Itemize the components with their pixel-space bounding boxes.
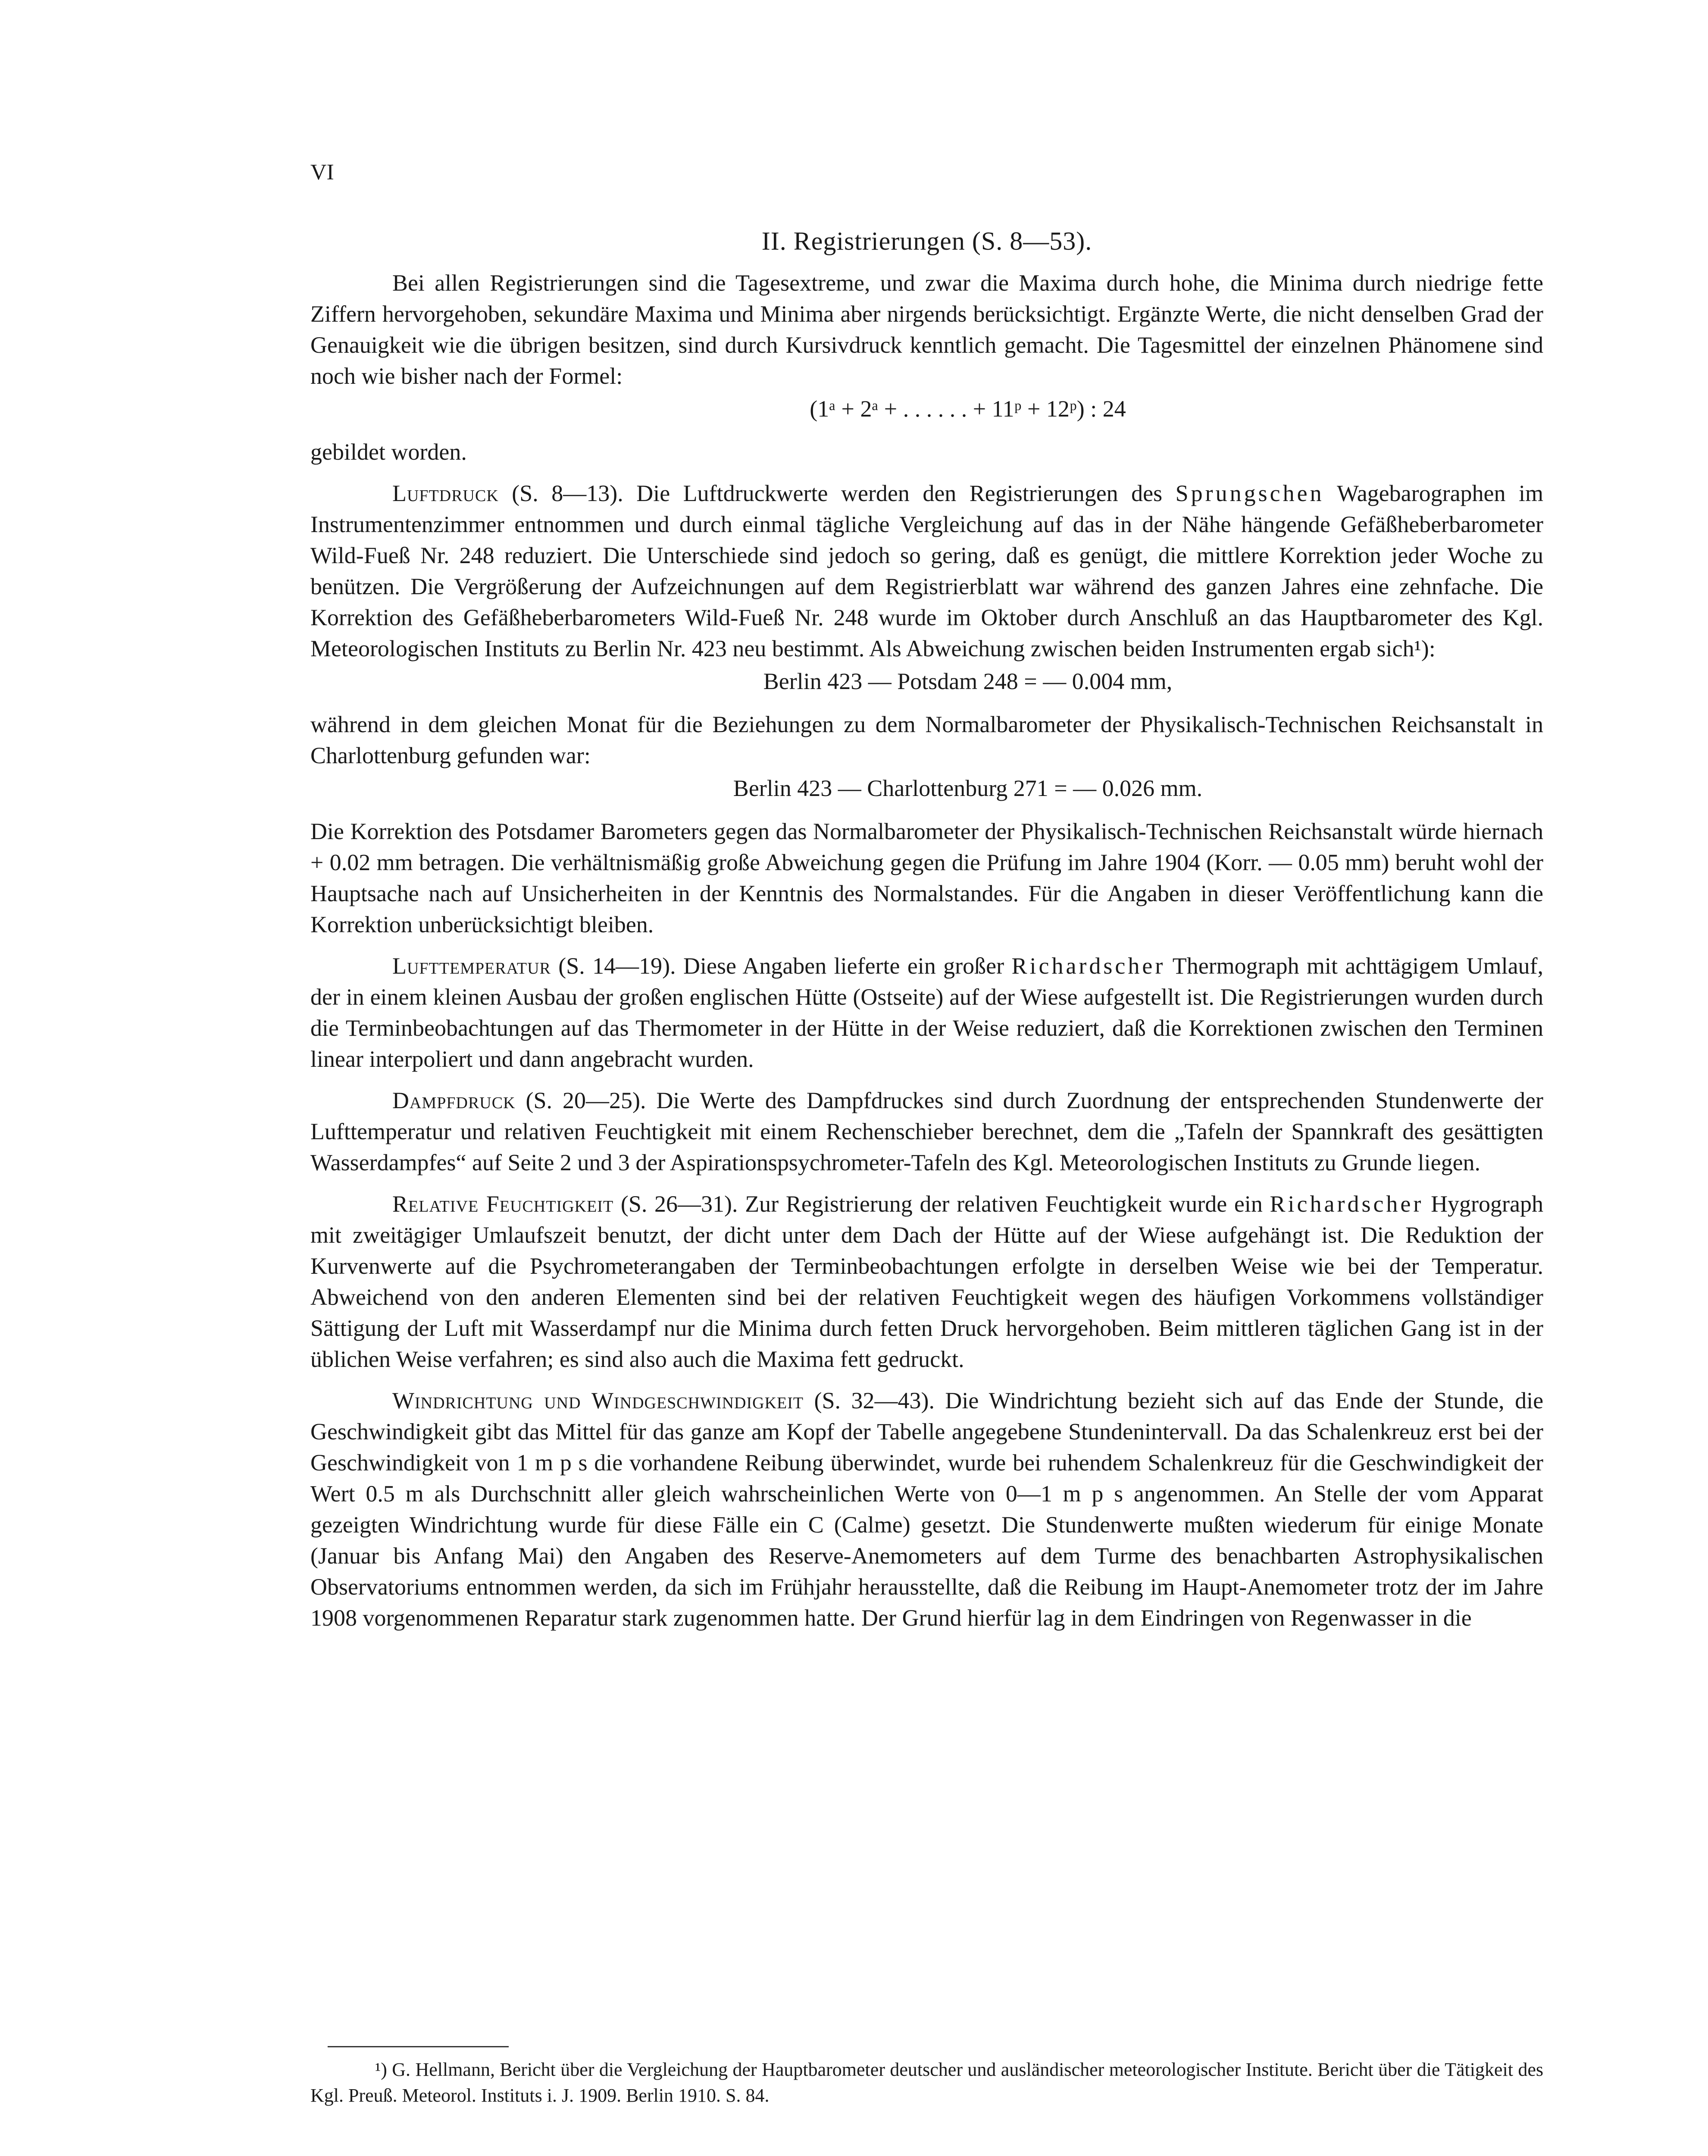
page-number: VI (310, 160, 334, 185)
intro-paragraph (310, 267, 1543, 392)
body-text (310, 267, 1543, 1644)
pages-lufttemperatur: (S. 14—19). (558, 953, 676, 979)
footnote-divider (328, 2046, 509, 2047)
dampfdruck-text: Die Werte des Dampfdruckes sind durch Zuordnung der entsprechenden Stundenwerte der Lufttemperatur und relativen Feuchtigkeit mit einem Rechenschieber berechnet, dem die „Tafeln der Spannkraft des gesättigten Wasserdampfes“ auf Seite 2 und 3 der Aspirationspsychrometer-Tafeln des Kgl. Meteorologischen Instituts zu Grunde liegen. (310, 1087, 1544, 1175)
pages-dampfdruck: (S. 20—25). (526, 1087, 646, 1113)
luftdruck-text-1b: Wagebarographen im Instrumentenzimmer entnommen und durch einmal tägliche Vergleichung auf das in der Nähe hängende Gefäßheberbarometer Wild-Fueß Nr. 248 reduziert. Die Unterschiede sind jedoch so gering, daß es genügt, die mittlere Korrektion jeder Woche zu benützen. Die Vergrößerung der Aufzeichnungen auf dem Registrierblatt war während des ganzen Jahres eine zehnfache. Die Korrektion des Gefäßheberbarometers Wild-Fueß Nr. 248 wurde im Oktober durch Anschluß an das Hauptbarometer des Kgl. Meteorologischen Instituts zu Berlin Nr. 423 neu bestimmt. Als Abweichung zwischen beiden Instrumenten ergab sich¹): (310, 480, 1543, 661)
paragraph-wind (310, 1385, 1543, 1633)
paragraph-feuchtigkeit (310, 1188, 1543, 1375)
section-heading: II. Registrierungen (S. 8—53). (761, 227, 1092, 255)
equation-berlin-charlottenburg: Berlin 423 — Charlottenburg 271 = — 0.026 mm. (733, 775, 1203, 801)
luftdruck-text-1a: Die Luftdruckwerte werden den Registrierungen des (636, 480, 1176, 506)
lufttemperatur-text-b: Thermograph mit achttägigem Umlauf, der in einem kleinen Ausbau der großen englischen Hütte (Ostseite) auf der Wiese aufgestellt ist. Die Registrierungen wurden durch die Terminbeobachtungen auf das Thermometer in der Hütte in der Weise reduziert, daß die Korrektionen zwischen den Terminen linear interpoliert und dann angebracht wurden. (310, 953, 1544, 1072)
paragraph-dampfdruck (310, 1085, 1543, 1178)
wind-text: Die Windrichtung bezieht sich auf das Ende der Stunde, die Geschwindigkeit gibt das Mittel für das ganze am Kopf der Tabelle angegebene Stundenintervall. Da das Schalenkreuz erst bei der Geschwindigkeit von 1 m p s die vorhandene Reibung überwindet, wurde bei ruhendem Schalenkreuz für die Geschwindigkeit der Wert 0.5 m als Durchschnitt aller gleich wahrscheinlichen Werte von 0—1 m p s angenommen. An Stelle der vom Apparat gezeigten Windrichtung wurde für diese Fälle ein C (Calme) gesetzt. Die Stundenwerte mußten wiederum für einige Monate (Januar bis Anfang Mai) den Angaben des Reserve-Anemometers auf dem Turme des benachbarten Astrophysikalischen Observatoriums entnommen werden, da sich im Frühjahr herausstellte, daß die Reibung im Haupt-Anemometer trotz der im Jahre 1908 vorgenommenen Reparatur stark zugenommen hatte. Der Grund hierfür lag in dem Eindringen von Regenwasser in die (310, 1388, 1544, 1631)
feuchtigkeit-text-a: Zur Registrierung der relativen Feuchtigkeit wurde ein (745, 1191, 1270, 1217)
pages-feuchtigkeit: (S. 26—31). (620, 1191, 738, 1217)
name-richard-2: Richardscher (1270, 1191, 1424, 1217)
section-title-lufttemperatur: Lufttemperatur (392, 953, 551, 979)
section-title-wind: Windrichtung und Windgeschwindigkeit (392, 1388, 804, 1413)
equation-berlin-potsdam: Berlin 423 — Potsdam 248 = — 0.004 mm, (763, 668, 1173, 694)
section-title-dampfdruck: Dampfdruck (392, 1087, 516, 1113)
footnote (310, 2057, 1543, 2109)
luftdruck-text-2: während in dem gleichen Monat für die Beziehungen zu dem Normalbarometer der Physikalisch-Technischen Reichsanstalt in Charlottenburg gefunden war: (310, 711, 1543, 768)
pages-luftdruck: (S. 8—13). (512, 480, 623, 506)
mean-formula: (1ᵃ + 2ᵃ + . . . . . . + 11ᵖ + 12ᵖ) : 24 (810, 396, 1126, 422)
name-richard-1: Richardscher (1011, 953, 1166, 979)
paragraph-luftdruck (310, 478, 1543, 664)
paragraph-lufttemperatur (310, 950, 1543, 1075)
luftdruck-text-3: Die Korrektion des Potsdamer Barometers gegen das Normalbarometer der Physikalisch-Technischen Reichsanstalt würde hiernach + 0.02 mm betragen. Die verhältnismäßig große Abweichung gegen die Prüfung im Jahre 1904 (Korr. — 0.05 mm) beruht wohl der Hauptsache nach auf Unsicherheiten in der Kenntnis des Normalstandes. Für die Angaben in dieser Veröffentlichung kann die Korrektion unberücksichtigt bleiben. (310, 818, 1543, 937)
intro-after: gebildet worden. (310, 439, 467, 465)
footnote-text: ¹) G. Hellmann, Bericht über die Vergleichung der Hauptbarometer deutscher und ausländischer meteorologischer Institute. Bericht über die Tätigkeit des Kgl. Preuß. Meteorol. Instituts i. J. 1909. Berlin 1910. S. 84. (310, 2059, 1543, 2106)
intro-text: Bei allen Registrierungen sind die Tagesextreme, und zwar die Maxima durch hohe, die Minima durch niedrige fette Ziffern hervorgehoben, sekundäre Maxima und Minima aber nirgends berücksichtigt. Ergänzte Werte, die nicht denselben Grad der Genauigkeit wie die übrigen besitzen, sind durch Kursivdruck kenntlich gemacht. Die Tagesmittel der einzelnen Phänomene sind noch wie bisher nach der Formel: (310, 270, 1543, 389)
section-title-feuchtigkeit: Relative Feuchtigkeit (392, 1191, 614, 1217)
section-title-luftdruck: Luftdruck (392, 480, 499, 506)
feuchtigkeit-text-b: Hygrograph mit zweitägiger Umlaufszeit benutzt, der dicht unter dem Dach der Hütte auf der Wiese aufgehängt ist. Die Reduktion der Kurvenwerte auf die Psychrometerangaben der Terminbeobachtungen erfolgte in derselben Weise wie bei der Temperatur. Abweichend von den anderen Elementen sind bei der relativen Feuchtigkeit wegen des häufigen Vorkommens vollständiger Sättigung der Luft mit Wasserdampf nur die Minima durch fetten Druck hervorgehoben. Beim mittleren täglichen Gang ist in der üblichen Weise verfahren; es sind also auch die Maxima fett gedruckt. (310, 1191, 1543, 1372)
name-sprung: Sprungschen (1175, 480, 1324, 506)
pages-wind: (S. 32—43). (814, 1388, 935, 1413)
lufttemperatur-text-a: Diese Angaben lieferte ein großer (683, 953, 1012, 979)
